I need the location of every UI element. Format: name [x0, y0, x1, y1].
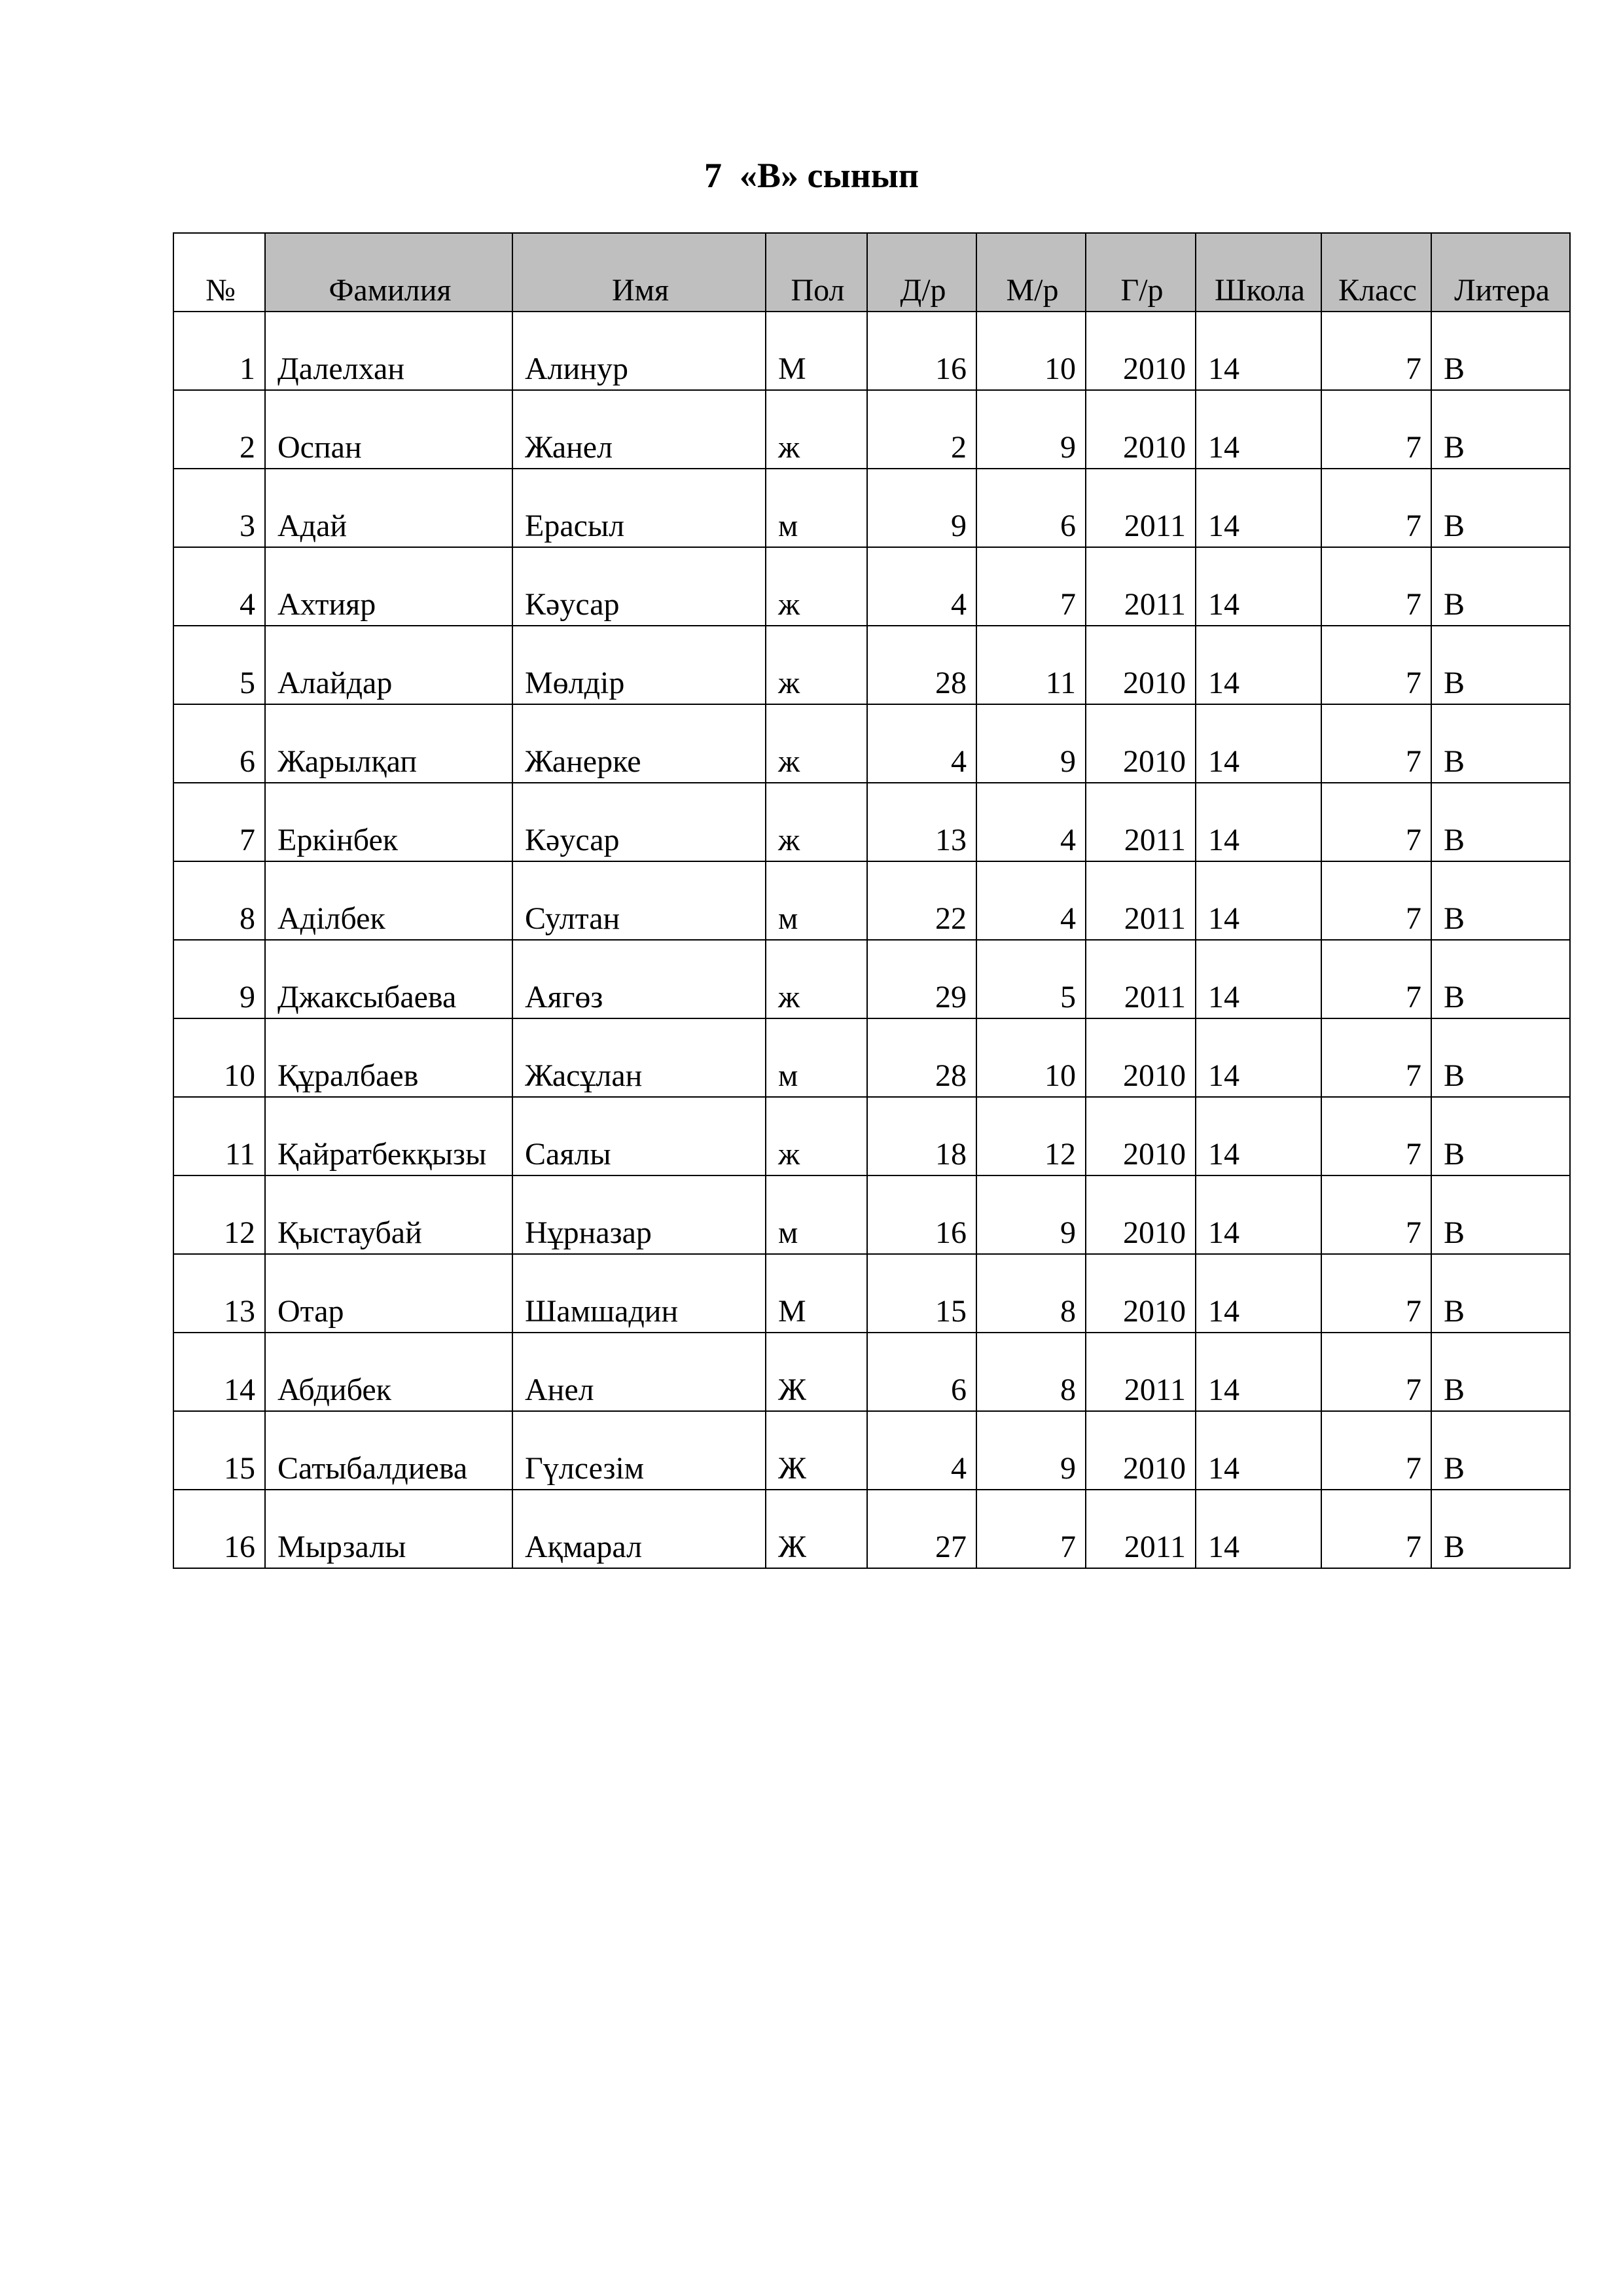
cell-birth-year: 2010 [1086, 1254, 1196, 1333]
cell-birth-day: 16 [867, 1175, 976, 1254]
cell-first-name: Нұрназар [512, 1175, 766, 1254]
cell-birth-month: 9 [976, 1411, 1086, 1490]
cell-birth-month: 4 [976, 861, 1086, 940]
cell-row-number: 10 [173, 1018, 265, 1097]
cell-surname: Аділбек [265, 861, 512, 940]
cell-school: 14 [1196, 547, 1321, 626]
cell-gender: м [766, 1018, 867, 1097]
table-row [173, 390, 1570, 469]
cell-letter: В [1431, 704, 1570, 783]
cell-surname: Сатыбалдиева [265, 1411, 512, 1490]
cell-class: 7 [1321, 1490, 1431, 1568]
cell-first-name: Жасұлан [512, 1018, 766, 1097]
cell-birth-day: 2 [867, 390, 976, 469]
cell-first-name: Шамшадин [512, 1254, 766, 1333]
cell-birth-day: 27 [867, 1490, 976, 1568]
table-row [173, 1254, 1570, 1333]
table-row [173, 626, 1570, 704]
table-body [173, 312, 1570, 1568]
cell-class: 7 [1321, 704, 1431, 783]
cell-class: 7 [1321, 1097, 1431, 1175]
column-header-school: Школа [1196, 233, 1321, 312]
cell-surname: Адай [265, 469, 512, 547]
cell-first-name: Алинур [512, 312, 766, 390]
cell-birth-month: 9 [976, 1175, 1086, 1254]
table-row [173, 1018, 1570, 1097]
cell-class: 7 [1321, 1411, 1431, 1490]
column-header-birth-year: Г/р [1086, 233, 1196, 312]
cell-row-number: 1 [173, 312, 265, 390]
cell-letter: В [1431, 1175, 1570, 1254]
cell-class: 7 [1321, 1254, 1431, 1333]
cell-birth-day: 6 [867, 1333, 976, 1411]
cell-birth-day: 4 [867, 547, 976, 626]
cell-first-name: Анел [512, 1333, 766, 1411]
cell-school: 14 [1196, 1411, 1321, 1490]
cell-gender: м [766, 1175, 867, 1254]
cell-letter: В [1431, 1333, 1570, 1411]
cell-gender: М [766, 1254, 867, 1333]
cell-birth-year: 2011 [1086, 1333, 1196, 1411]
cell-gender: м [766, 469, 867, 547]
cell-surname: Еркінбек [265, 783, 512, 861]
cell-row-number: 3 [173, 469, 265, 547]
cell-birth-year: 2010 [1086, 704, 1196, 783]
cell-first-name: Ерасыл [512, 469, 766, 547]
cell-row-number: 8 [173, 861, 265, 940]
cell-letter: В [1431, 1097, 1570, 1175]
cell-letter: В [1431, 861, 1570, 940]
column-header-letter: Литера [1431, 233, 1570, 312]
cell-birth-month: 7 [976, 547, 1086, 626]
cell-class: 7 [1321, 861, 1431, 940]
cell-birth-year: 2010 [1086, 626, 1196, 704]
cell-surname: Далелхан [265, 312, 512, 390]
cell-school: 14 [1196, 704, 1321, 783]
cell-letter: В [1431, 390, 1570, 469]
cell-school: 14 [1196, 469, 1321, 547]
cell-surname: Абдибек [265, 1333, 512, 1411]
cell-letter: В [1431, 547, 1570, 626]
cell-birth-year: 2011 [1086, 940, 1196, 1018]
cell-school: 14 [1196, 390, 1321, 469]
cell-surname: Қайратбекқызы [265, 1097, 512, 1175]
cell-birth-year: 2011 [1086, 861, 1196, 940]
cell-row-number: 2 [173, 390, 265, 469]
cell-birth-month: 8 [976, 1333, 1086, 1411]
cell-letter: В [1431, 940, 1570, 1018]
cell-first-name: Аягөз [512, 940, 766, 1018]
table-row [173, 1411, 1570, 1490]
cell-surname: Ахтияр [265, 547, 512, 626]
cell-school: 14 [1196, 626, 1321, 704]
cell-row-number: 6 [173, 704, 265, 783]
cell-first-name: Жанерке [512, 704, 766, 783]
cell-birth-year: 2010 [1086, 1411, 1196, 1490]
cell-row-number: 12 [173, 1175, 265, 1254]
cell-surname: Отар [265, 1254, 512, 1333]
cell-first-name: Мөлдір [512, 626, 766, 704]
cell-birth-month: 11 [976, 626, 1086, 704]
cell-birth-year: 2010 [1086, 312, 1196, 390]
cell-letter: В [1431, 626, 1570, 704]
cell-class: 7 [1321, 547, 1431, 626]
cell-school: 14 [1196, 1097, 1321, 1175]
cell-class: 7 [1321, 1018, 1431, 1097]
student-table [173, 232, 1571, 1569]
column-header-birth-month: М/р [976, 233, 1086, 312]
cell-birth-year: 2011 [1086, 783, 1196, 861]
cell-birth-year: 2010 [1086, 1175, 1196, 1254]
cell-letter: В [1431, 1254, 1570, 1333]
cell-birth-day: 29 [867, 940, 976, 1018]
cell-surname: Жарылқап [265, 704, 512, 783]
cell-class: 7 [1321, 783, 1431, 861]
cell-row-number: 9 [173, 940, 265, 1018]
cell-first-name: Султан [512, 861, 766, 940]
cell-gender: Ж [766, 1490, 867, 1568]
cell-birth-month: 6 [976, 469, 1086, 547]
cell-birth-month: 5 [976, 940, 1086, 1018]
cell-birth-month: 4 [976, 783, 1086, 861]
cell-birth-year: 2010 [1086, 1097, 1196, 1175]
cell-row-number: 13 [173, 1254, 265, 1333]
cell-birth-day: 4 [867, 704, 976, 783]
cell-birth-year: 2011 [1086, 469, 1196, 547]
cell-school: 14 [1196, 1333, 1321, 1411]
cell-birth-year: 2010 [1086, 1018, 1196, 1097]
cell-gender: Ж [766, 1411, 867, 1490]
cell-first-name: Кәусар [512, 547, 766, 626]
cell-gender: ж [766, 626, 867, 704]
table-row [173, 312, 1570, 390]
cell-surname: Мырзалы [265, 1490, 512, 1568]
cell-school: 14 [1196, 1175, 1321, 1254]
cell-surname: Джаксыбаева [265, 940, 512, 1018]
cell-first-name: Саялы [512, 1097, 766, 1175]
cell-gender: Ж [766, 1333, 867, 1411]
cell-gender: ж [766, 783, 867, 861]
cell-gender: М [766, 312, 867, 390]
cell-school: 14 [1196, 312, 1321, 390]
cell-surname: Алайдар [265, 626, 512, 704]
cell-birth-month: 12 [976, 1097, 1086, 1175]
cell-letter: В [1431, 312, 1570, 390]
column-header-surname: Фамилия [265, 233, 512, 312]
table-row [173, 469, 1570, 547]
cell-letter: В [1431, 1411, 1570, 1490]
cell-birth-month: 10 [976, 312, 1086, 390]
table-row [173, 1490, 1570, 1568]
cell-gender: ж [766, 704, 867, 783]
cell-birth-day: 4 [867, 1411, 976, 1490]
cell-surname: Қыстаубай [265, 1175, 512, 1254]
cell-row-number: 16 [173, 1490, 265, 1568]
cell-letter: В [1431, 783, 1570, 861]
cell-row-number: 11 [173, 1097, 265, 1175]
table-row [173, 861, 1570, 940]
cell-gender: ж [766, 547, 867, 626]
header-row [173, 233, 1570, 312]
cell-row-number: 15 [173, 1411, 265, 1490]
cell-first-name: Жанел [512, 390, 766, 469]
cell-letter: В [1431, 1018, 1570, 1097]
cell-birth-month: 9 [976, 390, 1086, 469]
cell-class: 7 [1321, 626, 1431, 704]
cell-birth-day: 13 [867, 783, 976, 861]
cell-class: 7 [1321, 390, 1431, 469]
cell-birth-month: 9 [976, 704, 1086, 783]
column-header-class: Класс [1321, 233, 1431, 312]
table-row [173, 1097, 1570, 1175]
cell-row-number: 5 [173, 626, 265, 704]
cell-birth-day: 22 [867, 861, 976, 940]
table-row [173, 704, 1570, 783]
cell-birth-day: 18 [867, 1097, 976, 1175]
cell-first-name: Кәусар [512, 783, 766, 861]
cell-gender: ж [766, 1097, 867, 1175]
cell-school: 14 [1196, 1254, 1321, 1333]
cell-birth-day: 15 [867, 1254, 976, 1333]
column-header-birth-day: Д/р [867, 233, 976, 312]
page-title: 7 «В» сынып [704, 156, 919, 195]
cell-school: 14 [1196, 1490, 1321, 1568]
cell-row-number: 4 [173, 547, 265, 626]
cell-row-number: 14 [173, 1333, 265, 1411]
table-row [173, 1333, 1570, 1411]
column-header-gender: Пол [766, 233, 867, 312]
cell-class: 7 [1321, 312, 1431, 390]
cell-birth-day: 16 [867, 312, 976, 390]
column-header-name: Имя [512, 233, 766, 312]
cell-class: 7 [1321, 1333, 1431, 1411]
cell-birth-month: 10 [976, 1018, 1086, 1097]
cell-class: 7 [1321, 469, 1431, 547]
cell-school: 14 [1196, 861, 1321, 940]
cell-school: 14 [1196, 1018, 1321, 1097]
cell-gender: ж [766, 390, 867, 469]
cell-first-name: Гүлсезім [512, 1411, 766, 1490]
cell-birth-year: 2011 [1086, 1490, 1196, 1568]
cell-letter: В [1431, 469, 1570, 547]
column-header-number: № [173, 233, 265, 312]
table-row [173, 547, 1570, 626]
cell-birth-year: 2011 [1086, 547, 1196, 626]
cell-gender: м [766, 861, 867, 940]
table-row [173, 1175, 1570, 1254]
cell-first-name: Ақмарал [512, 1490, 766, 1568]
cell-birth-month: 8 [976, 1254, 1086, 1333]
cell-gender: ж [766, 940, 867, 1018]
cell-surname: Оспан [265, 390, 512, 469]
cell-letter: В [1431, 1490, 1570, 1568]
cell-birth-day: 28 [867, 626, 976, 704]
cell-birth-day: 9 [867, 469, 976, 547]
cell-surname: Құралбаев [265, 1018, 512, 1097]
table-row [173, 940, 1570, 1018]
cell-school: 14 [1196, 940, 1321, 1018]
cell-row-number: 7 [173, 783, 265, 861]
cell-birth-year: 2010 [1086, 390, 1196, 469]
cell-school: 14 [1196, 783, 1321, 861]
cell-class: 7 [1321, 1175, 1431, 1254]
cell-birth-day: 28 [867, 1018, 976, 1097]
cell-birth-month: 7 [976, 1490, 1086, 1568]
table-row [173, 783, 1570, 861]
cell-class: 7 [1321, 940, 1431, 1018]
